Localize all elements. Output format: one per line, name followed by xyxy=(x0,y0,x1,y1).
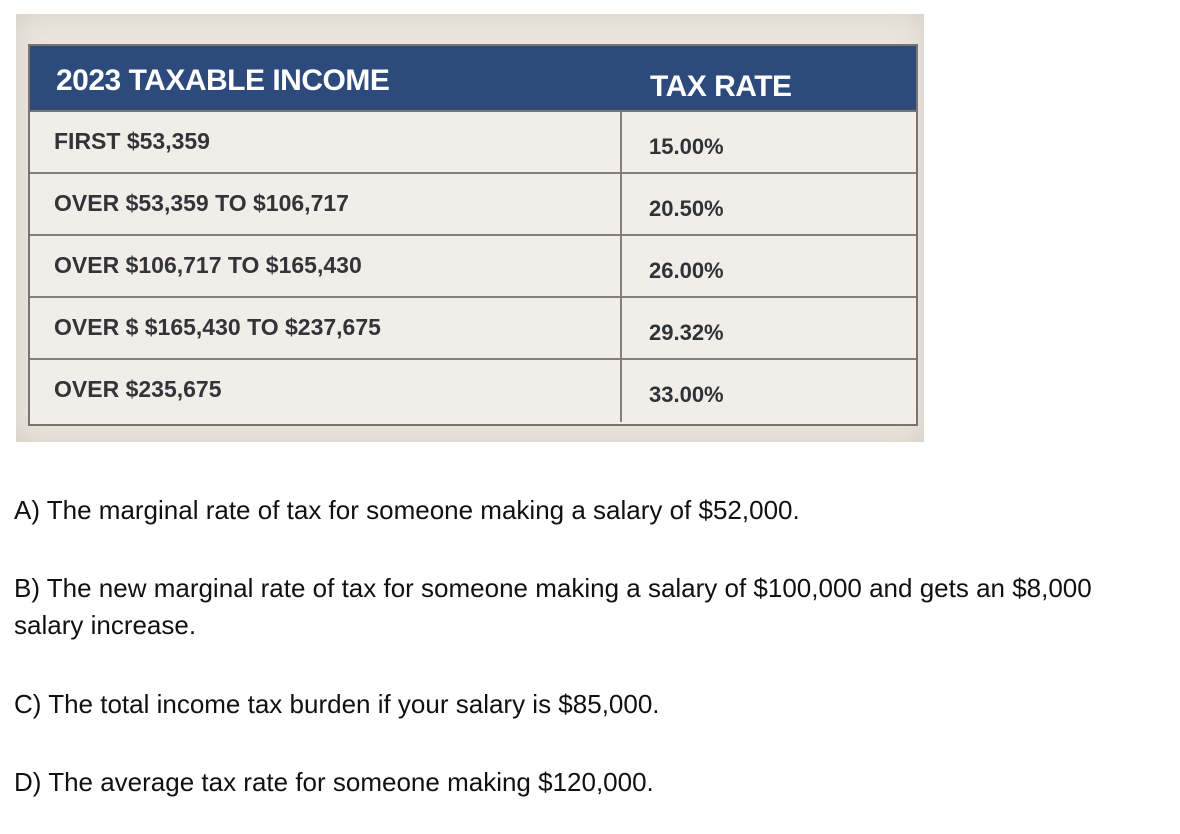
tax-rate-value: 26.00% xyxy=(649,258,724,283)
income-bracket: OVER $ $165,430 TO $237,675 xyxy=(30,298,622,358)
income-bracket: OVER $53,359 TO $106,717 xyxy=(30,174,622,234)
tax-rate-value: 33.00% xyxy=(649,382,724,407)
question-a: A) The marginal rate of tax for someone making a salary of $52,000. xyxy=(14,495,800,525)
income-bracket: OVER $106,717 TO $165,430 xyxy=(30,236,622,296)
header-tax-rate: TAX RATE xyxy=(650,70,792,103)
table-row xyxy=(30,174,916,236)
tax-rate-value: 15.00% xyxy=(649,134,724,159)
income-bracket: OVER $235,675 xyxy=(30,360,622,422)
income-bracket: FIRST $53,359 xyxy=(30,112,622,172)
table-header xyxy=(30,46,916,112)
table-row xyxy=(30,236,916,298)
question-c: C) The total income tax burden if your salary is $85,000. xyxy=(14,689,660,719)
tax-rate-value: 29.32% xyxy=(649,320,724,345)
question-d: D) The average tax rate for someone making $120,000. xyxy=(14,767,654,797)
question-b: B) The new marginal rate of tax for someone making a salary of $100,000 and gets an $8,000 salary increase. xyxy=(14,573,1092,640)
tax-rate-table xyxy=(28,44,918,426)
table-row xyxy=(30,298,916,360)
table-row xyxy=(30,360,916,422)
header-taxable-income: 2023 TAXABLE INCOME xyxy=(56,64,390,97)
tax-rate-value: 20.50% xyxy=(649,196,724,221)
table-row xyxy=(30,112,916,174)
